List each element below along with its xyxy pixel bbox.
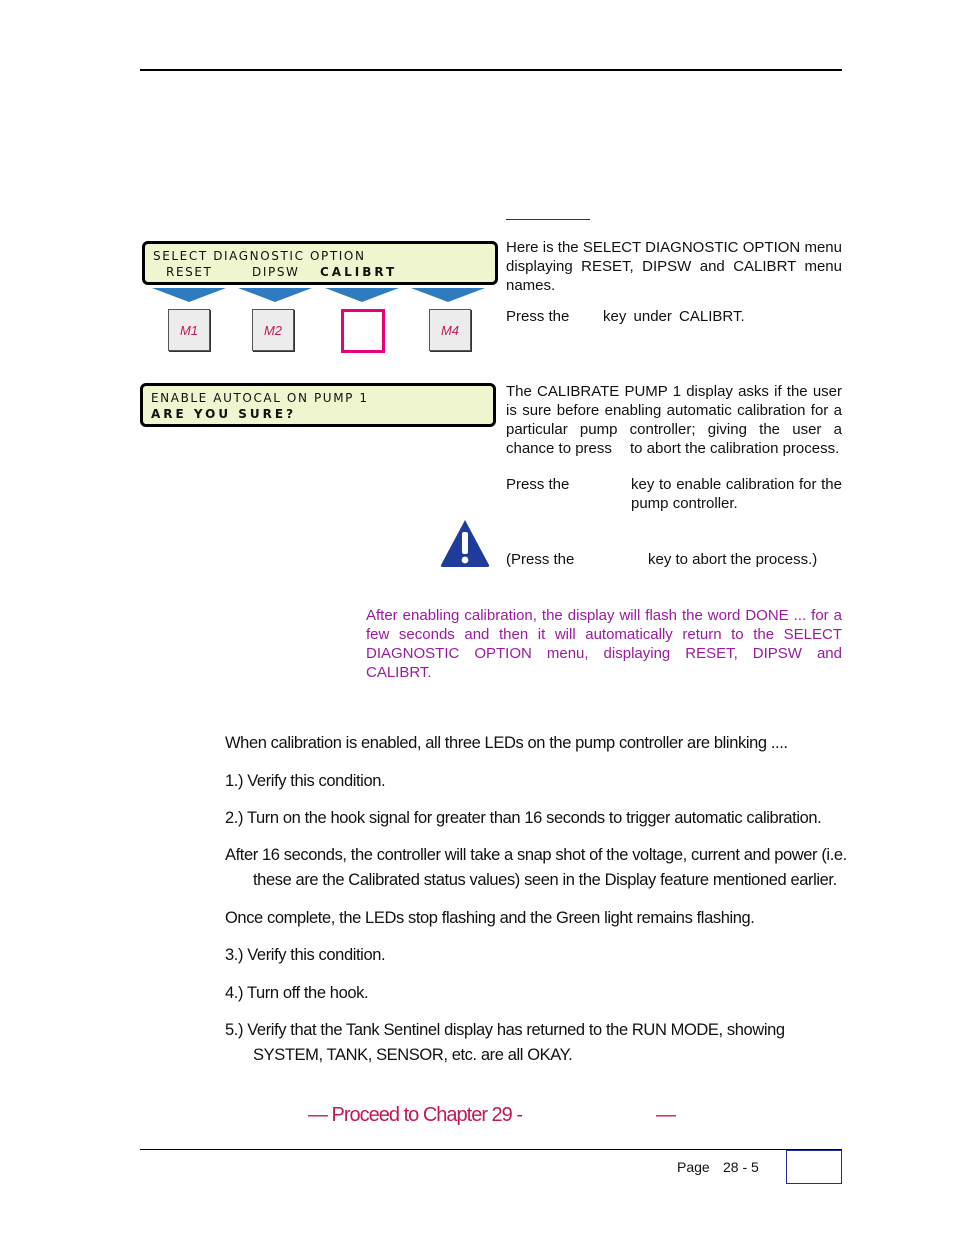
step-complete: Once complete, the LEDs stop flashing and the Green light remains flashing. — [225, 909, 755, 927]
calibrate-pump-a: The CALIBRATE PUMP 1 display asks if the user is sure before enabling automatic calibration for a particular pump controller; giving the user a chance to press — [506, 383, 842, 457]
lcd-option-calibrt: CALIBRT — [320, 265, 398, 279]
step-5-line1: 5.) Verify that the Tank Sentinel display has returned to the RUN MODE, showing — [225, 1021, 785, 1039]
footer-box — [786, 1150, 842, 1184]
step-snapshot-line1: After 16 seconds, the controller will take a snap shot of the voltage, current and power (i.e. — [225, 846, 847, 864]
footer-page-label: Page — [677, 1159, 710, 1175]
lcd-option-dipsw: DIPSW — [252, 265, 300, 279]
paragraph-press-key — [506, 307, 842, 327]
step-5-line2: SYSTEM, TANK, SENSOR, etc. are all OKAY. — [253, 1046, 573, 1064]
press-key-b: key under CALIBRT. — [603, 308, 745, 325]
enable-key-b: key to enable calibration for the pump controller. — [631, 476, 842, 512]
key-m2[interactable]: M2 — [252, 309, 294, 351]
footer-rule — [140, 1149, 842, 1150]
proceed-chapter-link[interactable]: — Proceed to Chapter 29 - — [308, 1104, 523, 1126]
key-m3-highlighted[interactable] — [341, 309, 385, 353]
paragraph-select-menu: Here is the SELECT DIAGNOSTIC OPTION menu displaying RESET, DIPSW and CALIBRT menu names. — [506, 239, 842, 294]
step-2: 2.) Turn on the hook signal for greater than 16 seconds to trigger automatic calibration. — [225, 809, 822, 827]
lcd-option-reset: RESET — [166, 265, 213, 279]
step-1: 1.) Verify this condition. — [225, 772, 386, 790]
step-4: 4.) Turn off the hook. — [225, 984, 369, 1002]
lcd-enable-autocal — [140, 383, 496, 427]
abort-b: key to abort the process.) — [648, 551, 818, 568]
arrow-down-icon — [152, 288, 226, 302]
footer-page-number: 28 - 5 — [723, 1159, 759, 1175]
key-m1[interactable]: M1 — [168, 309, 210, 351]
abort-a: (Press the — [506, 551, 575, 568]
arrow-down-icon — [325, 288, 399, 302]
paragraph-enable-key — [506, 475, 842, 515]
arrow-down-icon — [411, 288, 485, 302]
warning-icon — [439, 518, 491, 568]
proceed-trailing-dash: — — [656, 1104, 675, 1126]
header-rule — [140, 69, 842, 71]
key-m4[interactable]: M4 — [429, 309, 471, 351]
note-done-flash: After enabling calibration, the display will flash the word DONE ... for a few seconds and then it will automatically return to the SELECT DIAGNOSTIC OPTION menu, displaying RESET, DIPSW and CALIBRT. — [366, 607, 842, 681]
arrow-down-icon — [238, 288, 312, 302]
calibrate-pump-b: to abort the calibration process. — [630, 440, 840, 457]
lcd2-line-2: ARE YOU SURE? — [151, 407, 297, 421]
paragraph-abort — [506, 550, 842, 570]
lcd-select-diagnostic — [142, 241, 498, 285]
lcd-line-1: SELECT DIAGNOSTIC OPTION — [153, 249, 366, 263]
lcd2-line-1: ENABLE AUTOCAL ON PUMP 1 — [151, 391, 369, 405]
section-link-underline[interactable] — [506, 219, 590, 220]
press-key-a: Press the — [506, 308, 570, 325]
step-intro: When calibration is enabled, all three LEDs on the pump controller are blinking .... — [225, 734, 788, 752]
step-snapshot-line2: these are the Calibrated status values) seen in the Display feature mentioned earlier. — [253, 871, 837, 889]
enable-key-a: Press the — [506, 476, 570, 493]
paragraph-calibrate-pump — [506, 382, 842, 462]
step-3: 3.) Verify this condition. — [225, 946, 386, 964]
